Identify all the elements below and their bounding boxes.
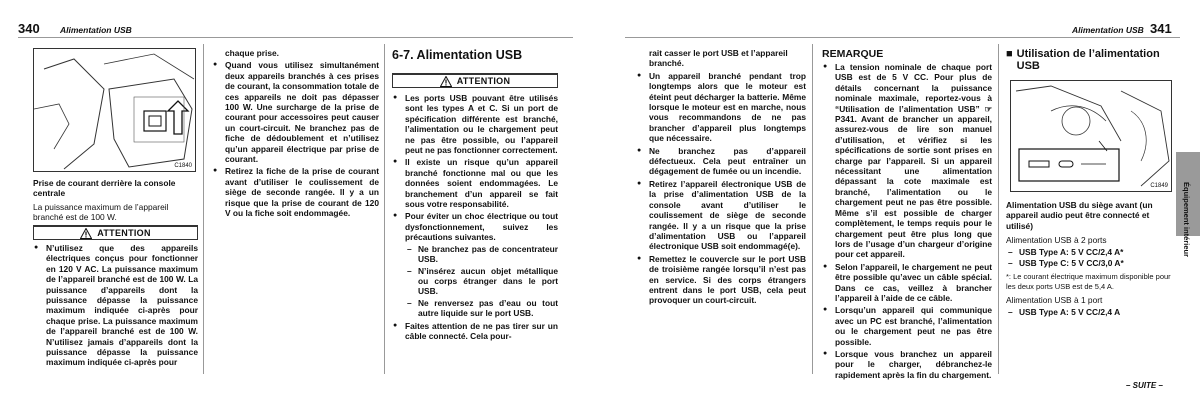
power-outlet-figure bbox=[33, 48, 196, 172]
attention-label: ATTENTION bbox=[456, 76, 511, 86]
bullet-item: ● Lorsqu’un appareil qui communique avec un PC est branché, l’alimentation ou le chargement peut ne pas être possible. bbox=[822, 305, 992, 347]
figure-code: C1849 bbox=[1150, 183, 1168, 189]
figure-caption: Alimentation USB du siège avant (un appareil audio peut être connecté et utilisé) bbox=[1006, 200, 1153, 231]
dash-item: – USB Type C: 5 V CC/3,0 A* bbox=[1006, 258, 1172, 268]
bullet-item: ● Ne branchez pas d’appareil défectueux. Cela peut entraîner un dégagement de fumée ou un incendie. bbox=[636, 146, 806, 177]
attention-header bbox=[392, 74, 558, 88]
paragraph: Alimentation USB à 1 port bbox=[1006, 295, 1103, 306]
left-col-3 bbox=[392, 93, 558, 343]
attention-label: ATTENTION bbox=[97, 228, 151, 238]
bullet-item: ● Quand vous utilisez simultanément deux appareils branchés à ces prises de courant, la consommation totale de ces appareils ne doit pas dépasser 100 W. Une surcharge de la prise de courant pour accessoires peut causer un court-circuit. Ne branchez pas de fiche de dédoublement et n’utilisez qu’un appareil électrique par prise de courant. bbox=[212, 60, 379, 164]
warning-triangle-icon bbox=[80, 228, 92, 239]
continued-marker: – SUITE – bbox=[1126, 381, 1163, 390]
dash-item: – USB Type A: 5 V CC/2,4 A bbox=[1006, 307, 1172, 317]
right-col-3 bbox=[1006, 200, 1172, 318]
column-divider bbox=[998, 44, 999, 374]
remarque-heading: REMARQUE bbox=[822, 48, 884, 60]
bullet-item: ● Faites attention de ne pas tirer sur un câble connecté. Cela pour- bbox=[392, 321, 558, 342]
header-rule-left bbox=[18, 37, 573, 38]
paragraph: La puissance maximum de l’appareil branché est de 100 W. bbox=[33, 201, 169, 223]
bullet-item: ● Remettez le couvercle sur le port USB de troisième rangée lorsqu’il n’est pas en service. Si des corps étrangers entrent dans le port USB, cela peut provoquer un court-circuit. bbox=[636, 254, 806, 306]
figure-code: C1840 bbox=[174, 163, 192, 169]
bullet-item: ● La tension nominale de chaque port USB est de 5 V CC. Pour plus de détails concernant la puissance nominale maximale, reportez-vous à “Utilisation de l’alimentation USB” ☞P341. Avant de brancher un appareil, assurez-vous de lire son manuel d’utilisation, et vérifiez si les spécifications de sortie sont prises en charge par l’appareil. Si un appareil nécessitant une alimentation dépassant la cote maximale est branché, l’alimentation ou le chargement peut ne pas être possible. Même s’il est possible de charger complètement, le temps requis pour le chargement peut être plus long que lors de l’usage d’un chargeur d’origine pour cet appareil. bbox=[822, 62, 992, 260]
bullet-item: ● Il existe un risque qu’un appareil branché fonctionne mal ou que les données soient endommagées. Le branchement d’un appareil se fait sous votre responsabilité. bbox=[392, 157, 558, 209]
right-col-1 bbox=[636, 48, 806, 308]
bullet-item: ● Retirez la fiche de la prise de courant avant d’utiliser le coulissement de siège de seconde rangée. Il y a un risque que la prise de courant de 120 V ou la fiche soit endommagée. bbox=[212, 166, 379, 218]
dash-item: – N’insérez aucun objet métallique ou corps étranger dans le port USB. bbox=[405, 266, 558, 297]
warning-triangle-icon bbox=[440, 76, 452, 87]
bullet-item: ● Un appareil branché pendant trop longtemps alors que le moteur est éteint peut décharger la batterie. Même lorsque le moteur est en marche, nous vous recommandons de ne pas brancher d’appareil plus longtemps que nécessaire. bbox=[636, 71, 806, 144]
chapter-tab-label: Équipement intérieur bbox=[1182, 182, 1191, 258]
right-col-2 bbox=[822, 62, 992, 382]
subsection-title-text: Utilisation de l’alimentation USB bbox=[1016, 48, 1160, 72]
square-bullet-icon: ■ bbox=[1006, 48, 1013, 60]
section-title: 6-7. Alimentation USB bbox=[392, 48, 523, 62]
attention-header bbox=[33, 226, 198, 240]
continued-text: rait casser le port USB et l’appareil branché. bbox=[649, 48, 788, 69]
figure-caption: Prise de courant derrière la console centrale bbox=[33, 178, 176, 199]
bullet-item: ● Les ports USB pouvant être utilisés sont les types A et C. Si un port de spécification différente est branché, l’alimentation ou le chargement peut ne pas être possible, ou l’appareil peut ne pas fonctionner correctement. bbox=[392, 93, 558, 155]
bullet-text: Pour éviter un choc électrique ou tout dysfonctionnement, suivez les précautions suivantes. bbox=[405, 211, 558, 243]
continued-text: chaque prise. bbox=[225, 48, 279, 58]
page-number-right: 341 bbox=[1150, 21, 1172, 36]
bullet-item: ● N’utilisez que des appareils électriques conçus pour fonctionner en 120 V AC. La puissance maximum de l’appareil branché est de 100 W. La puissance d’appareils dont la puissance dépasse la puissance maximum indiquée ci-après pour chaque prise. La puissance maximum de l’appareil branché est de 100 W. N’utilisez jamais d’appareils dont la puissance dépasse la puissance maximum indiquée ci-après pour bbox=[33, 243, 198, 368]
usb-port-illustration bbox=[1011, 81, 1172, 192]
dash-item: – USB Type A: 5 V CC/2,4 A* bbox=[1006, 247, 1172, 257]
bullet-item: ● Retirez l’appareil électronique USB de la prise d’alimentation USB de la console avant d’utiliser le coulissement de siège de seconde rangée. Il y a un risque que la prise d’alimentation USB ou l’appareil électronique USB soit endommagé(e). bbox=[636, 179, 806, 252]
column-divider bbox=[812, 44, 813, 374]
header-title-left: Alimentation USB bbox=[60, 25, 132, 35]
paragraph: Alimentation USB à 2 ports bbox=[1006, 235, 1107, 246]
usb-figure bbox=[1010, 80, 1172, 192]
page-number-left: 340 bbox=[18, 21, 40, 36]
console-outlet-illustration bbox=[34, 49, 196, 172]
footnote: *: Le courant électrique maximum disponible pour les deux ports USB est de 5,4 A. bbox=[1006, 272, 1171, 291]
header-rule-right bbox=[625, 37, 1180, 38]
left-col-1 bbox=[33, 178, 198, 223]
column-divider bbox=[384, 44, 385, 374]
dash-item: – Ne branchez pas de concentrateur USB. bbox=[405, 244, 558, 265]
bullet-item: ● Lorsque vous branchez un appareil pour le charger, débranchez-le rapidement après la fin du chargement. bbox=[822, 349, 992, 380]
column-divider bbox=[203, 44, 204, 374]
dash-item: – Ne renversez pas d’eau ou tout autre liquide sur le port USB. bbox=[405, 298, 558, 319]
header-title-right: Alimentation USB bbox=[1072, 25, 1144, 35]
subsection-title bbox=[1006, 48, 1171, 72]
bullet-item bbox=[392, 211, 558, 318]
left-col-2 bbox=[212, 48, 379, 221]
bullet-item: ● Selon l’appareil, le chargement ne peut être possible qu’avec un câble spécial. Dans ce cas, veillez à brancher l’appareil à l’aide de ce câble. bbox=[822, 262, 992, 304]
attention-body-left bbox=[33, 243, 198, 370]
